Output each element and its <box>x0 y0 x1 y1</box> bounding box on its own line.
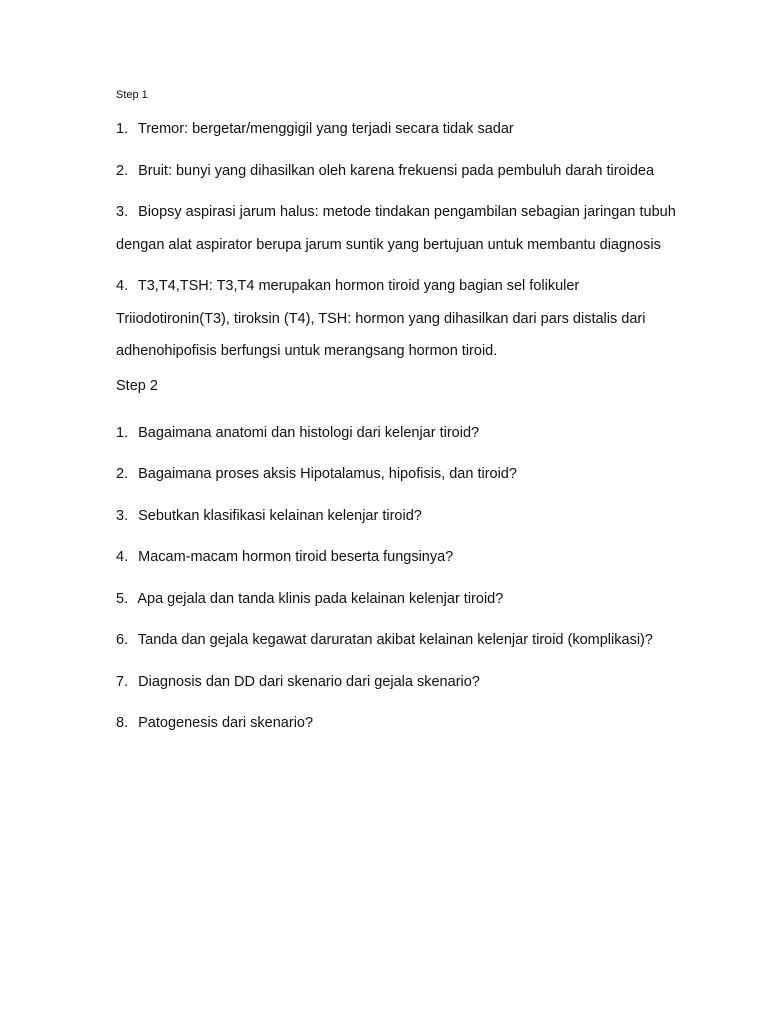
item-text: Diagnosis dan DD dari skenario dari gejala skenario? <box>138 673 480 690</box>
item-number: 2. <box>116 162 129 179</box>
document-content <box>116 86 676 749</box>
step-2-item-7 <box>116 666 676 699</box>
item-number: 1. <box>116 424 129 441</box>
item-text: Patogenesis dari skenario? <box>138 715 314 731</box>
item-number: 1. <box>116 121 129 137</box>
item-text: Bruit: bunyi yang dihasilkan oleh karena frekuensi pada pembuluh darah tiroidea <box>138 162 655 179</box>
item-number: 8. <box>116 715 129 731</box>
item-text: Apa gejala dan tanda klinis pada kelainan kelenjar tiroid? <box>137 590 504 607</box>
step-1-section <box>116 86 676 368</box>
step-2-item-3 <box>116 500 676 533</box>
step-1-item-4 <box>116 270 676 368</box>
step-2-item-8 <box>116 707 676 740</box>
item-number: 6. <box>116 632 129 648</box>
item-number: 4. <box>116 549 129 565</box>
item-text: Tanda dan gejala kegawat daruratan akibat kelainan kelenjar tiroid (komplikasi)? <box>137 632 653 648</box>
step-2-item-5 <box>116 583 676 616</box>
step-2-item-6 <box>116 624 676 657</box>
item-text: T3,T4,TSH: T3,T4 merupakan hormon tiroid yang bagian sel folikuler Triiodotironin(T3), tiroksin (T4), TSH: hormon yang dihasilkan dari pars distalis dari adhenohipofisis berfungsi untuk merangsang hormon tiroid. <box>116 278 646 359</box>
step-2-section <box>116 377 676 740</box>
item-text: Bagaimana proses aksis Hipotalamus, hipofisis, dan tiroid? <box>138 466 517 482</box>
step-2-item-1 <box>116 417 676 450</box>
step-1-item-2 <box>116 155 676 188</box>
step-1-item-1 <box>116 113 676 146</box>
step-1-item-3 <box>116 196 676 261</box>
item-text: Biopsy aspirasi jarum halus: metode tindakan pengambilan sebagian jaringan tubuh dengan alat aspirator berupa jarum suntik yang bertujuan untuk membantu diagnosis <box>116 204 676 253</box>
item-number: 3. <box>116 204 129 220</box>
step-2-heading: Step 2 <box>116 377 158 394</box>
item-number: 5. <box>116 590 129 607</box>
step-2-item-4 <box>116 541 676 574</box>
item-number: 4. <box>116 278 129 294</box>
item-text: Sebutkan klasifikasi kelainan kelenjar tiroid? <box>138 507 422 524</box>
item-number: 3. <box>116 507 129 524</box>
item-number: 2. <box>116 466 129 482</box>
item-number: 7. <box>116 673 129 690</box>
step-1-heading: Step 1 <box>116 89 148 101</box>
item-text: Bagaimana anatomi dan histologi dari kelenjar tiroid? <box>138 424 480 441</box>
step-2-item-2 <box>116 458 676 491</box>
item-text: Macam-macam hormon tiroid beserta fungsinya? <box>138 549 454 565</box>
item-text: Tremor: bergetar/menggigil yang terjadi secara tidak sadar <box>137 121 514 137</box>
step-2-list <box>116 417 676 740</box>
step-1-list <box>116 113 676 368</box>
